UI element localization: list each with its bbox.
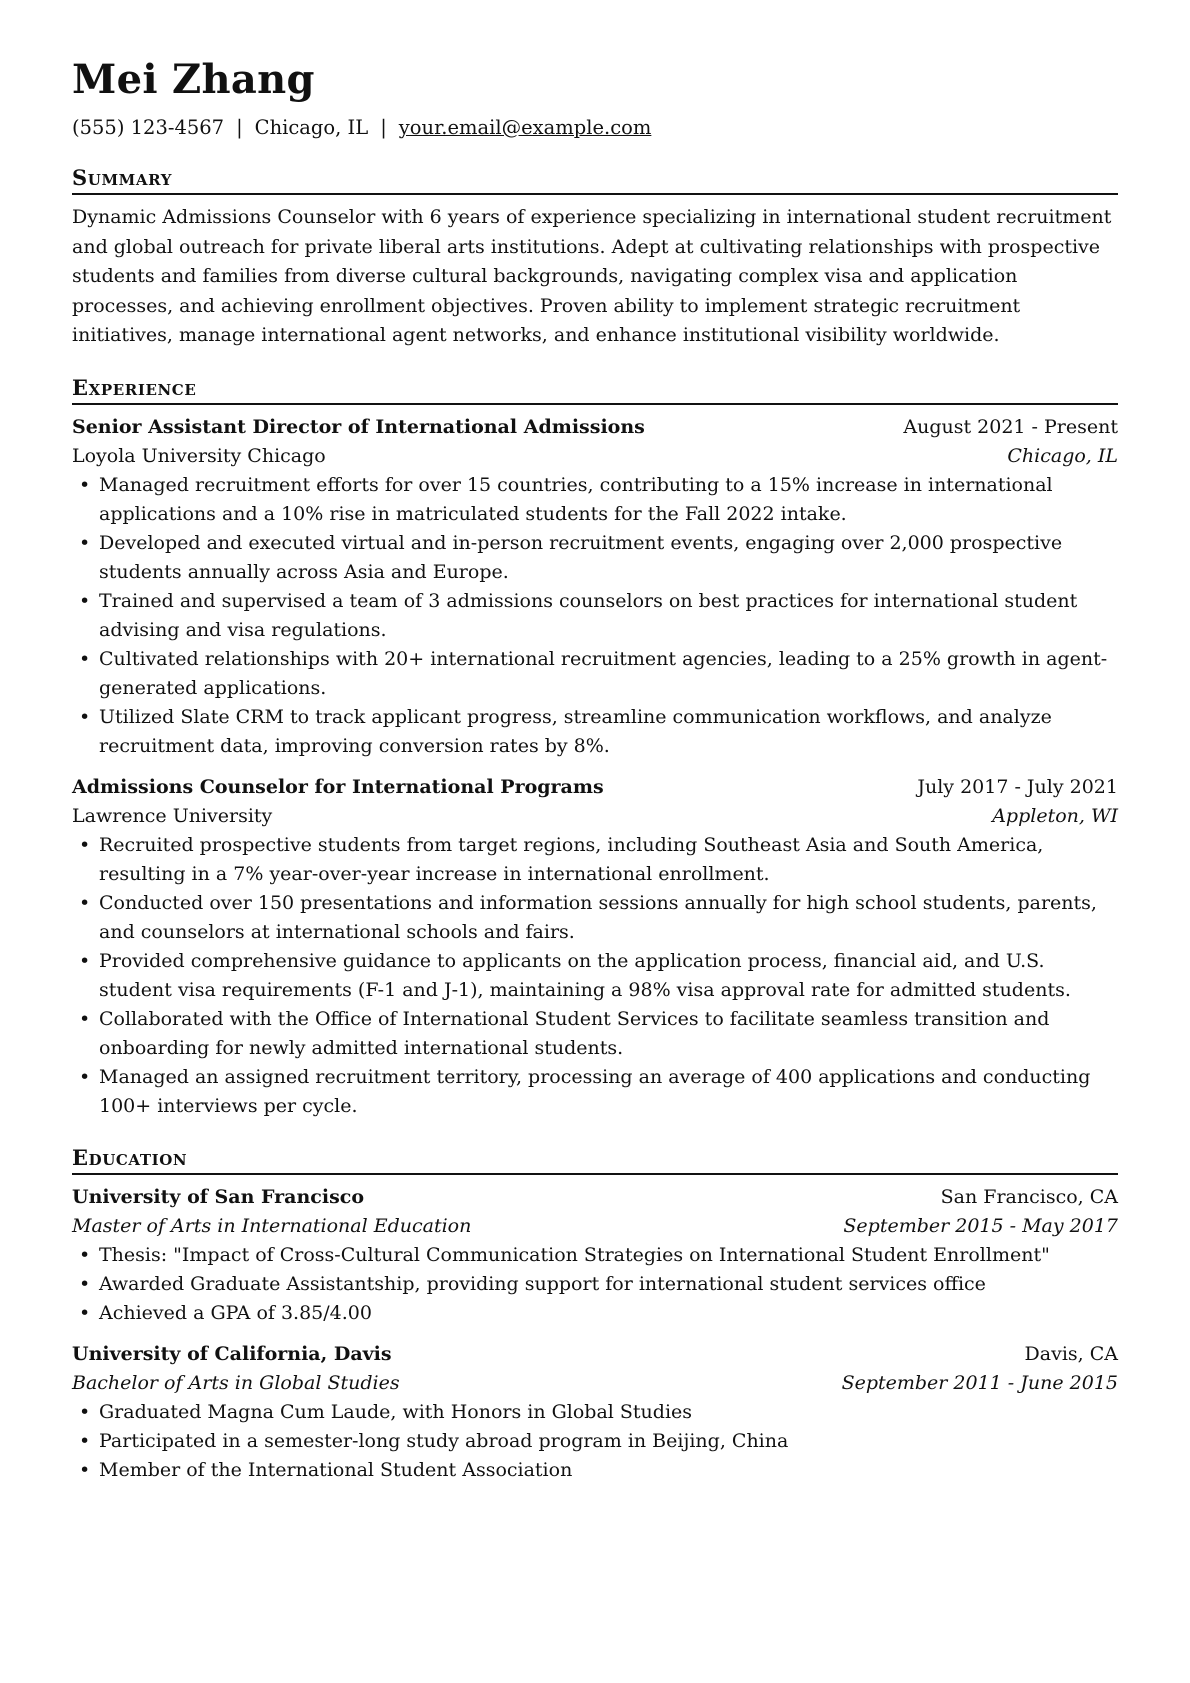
bullet-icon: • — [79, 950, 91, 973]
list-item — [72, 1427, 1118, 1456]
list-item — [72, 1299, 1118, 1328]
bullet-icon: • — [79, 892, 91, 915]
bullet-text: Trained and supervised a team of 3 admissions counselors on best practices for international student advising and visa regulations. — [99, 590, 1078, 642]
employer: Lawrence University — [72, 805, 273, 828]
location: Chicago, IL — [254, 116, 369, 139]
list-item — [72, 587, 1118, 645]
experience-entry — [72, 773, 1118, 1121]
candidate-name: Mei Zhang — [72, 56, 315, 103]
bullet-icon: • — [79, 474, 91, 497]
bullet-icon: • — [79, 1244, 91, 1267]
bullet-text: Participated in a semester-long study abroad program in Beijing, China — [99, 1430, 789, 1453]
bullet-text: Cultivated relationships with 20+ international recruitment agencies, leading to a 25% growth in agent-generated applications. — [99, 648, 1108, 700]
email-link[interactable]: your.email@example.com — [398, 116, 652, 139]
list-item — [72, 889, 1118, 947]
phone-number: (555) 123-4567 — [72, 116, 225, 139]
degree: Bachelor of Arts in Global Studies — [72, 1372, 400, 1395]
bullet-icon: • — [79, 1401, 91, 1424]
experience-entry — [72, 413, 1118, 761]
bullet-text: Managed recruitment efforts for over 15 countries, contributing to a 15% increase in international applications and a 10% rise in matriculated students for the Fall 2022 intake. — [99, 474, 1053, 526]
education-entry — [72, 1183, 1118, 1328]
bullet-icon: • — [79, 532, 91, 555]
education-heading: Education — [72, 1145, 1118, 1175]
bullet-text: Graduated Magna Cum Laude, with Honors in Global Studies — [99, 1401, 693, 1424]
list-item — [72, 1456, 1118, 1485]
bullet-icon: • — [79, 648, 91, 671]
job-bullets — [72, 471, 1118, 761]
bullet-text: Conducted over 150 presentations and information sessions annually for high school students, parents, and counselors at international schools and fairs. — [99, 892, 1097, 944]
resume-page — [72, 56, 1118, 1485]
education-dates: September 2011 - June 2015 — [841, 1372, 1118, 1395]
list-item — [72, 703, 1118, 761]
bullet-text: Achieved a GPA of 3.85/4.00 — [99, 1302, 372, 1325]
bullet-text: Utilized Slate CRM to track applicant progress, streamline communication workflows, and analyze recruitment data, improving conversion rates by 8%. — [99, 706, 1052, 758]
bullet-icon: • — [79, 1459, 91, 1482]
bullet-icon: • — [79, 1066, 91, 1089]
degree: Master of Arts in International Education — [72, 1215, 472, 1238]
bullet-text: Recruited prospective students from target regions, including Southeast Asia and South America, resulting in a 7% year-over-year increase in international enrollment. — [99, 834, 1044, 886]
summary-text: Dynamic Admissions Counselor with 6 years of experience specializing in international student recruitment and global outreach for private liberal arts institutions. Adept at cultivating relationships with prospective students and families from diverse cultural backgrounds, navigating complex visa and application processes, and achieving enrollment objectives. Proven ability to implement strategic recruitment initiatives, manage international agent networks, and enhance institutional visibility worldwide. — [72, 206, 1112, 347]
school-name: University of California, Davis — [72, 1343, 392, 1366]
list-item — [72, 471, 1118, 529]
list-item — [72, 1005, 1118, 1063]
school-location: Davis, CA — [1024, 1343, 1118, 1366]
bullet-icon: • — [79, 834, 91, 857]
list-item — [72, 1398, 1118, 1427]
bullet-icon: • — [79, 706, 91, 729]
bullet-text: Provided comprehensive guidance to applicants on the application process, financial aid, and U.S. student visa requirements (F-1 and J-1), maintaining a 98% visa approval rate for admitted students. — [99, 950, 1071, 1002]
bullet-text: Collaborated with the Office of International Student Services to facilitate seamless transition and onboarding for newly admitted international students. — [99, 1008, 1050, 1060]
contact-separator: | — [380, 116, 387, 139]
bullet-text: Managed an assigned recruitment territory, processing an average of 400 applications and conducting 100+ interviews per cycle. — [99, 1066, 1091, 1118]
bullet-icon: • — [79, 1430, 91, 1453]
bullet-icon: • — [79, 1008, 91, 1031]
bullet-text: Member of the International Student Association — [99, 1459, 573, 1482]
job-location: Chicago, IL — [1007, 445, 1118, 468]
list-item — [72, 1063, 1118, 1121]
school-name: University of San Francisco — [72, 1186, 365, 1209]
education-bullets — [72, 1241, 1118, 1328]
summary-heading: Summary — [72, 165, 1118, 195]
bullet-icon: • — [79, 590, 91, 613]
school-location: San Francisco, CA — [940, 1186, 1118, 1209]
list-item — [72, 831, 1118, 889]
list-item — [72, 529, 1118, 587]
education-bullets — [72, 1398, 1118, 1485]
list-item — [72, 1241, 1118, 1270]
job-location: Appleton, WI — [992, 805, 1118, 828]
education-dates: September 2015 - May 2017 — [843, 1215, 1118, 1238]
job-dates: August 2021 - Present — [903, 416, 1118, 439]
job-title: Senior Assistant Director of International Admissions — [72, 416, 645, 439]
contact-separator: | — [236, 116, 243, 139]
bullet-text: Awarded Graduate Assistantship, providing support for international student services office — [99, 1273, 986, 1296]
contact-line — [72, 114, 1118, 141]
education-entry — [72, 1340, 1118, 1485]
experience-heading: Experience — [72, 375, 1118, 405]
list-item — [72, 1270, 1118, 1299]
bullet-icon: • — [79, 1273, 91, 1296]
bullet-icon: • — [79, 1302, 91, 1325]
employer: Loyola University Chicago — [72, 445, 326, 468]
list-item — [72, 947, 1118, 1005]
job-bullets — [72, 831, 1118, 1121]
bullet-text: Developed and executed virtual and in-person recruitment events, engaging over 2,000 prospective students annually across Asia and Europe. — [99, 532, 1063, 584]
list-item — [72, 645, 1118, 703]
job-title: Admissions Counselor for International Programs — [72, 776, 604, 799]
bullet-text: Thesis: "Impact of Cross-Cultural Communication Strategies on International Student Enrollment" — [99, 1244, 1050, 1267]
job-dates: July 2017 - July 2021 — [917, 776, 1118, 799]
